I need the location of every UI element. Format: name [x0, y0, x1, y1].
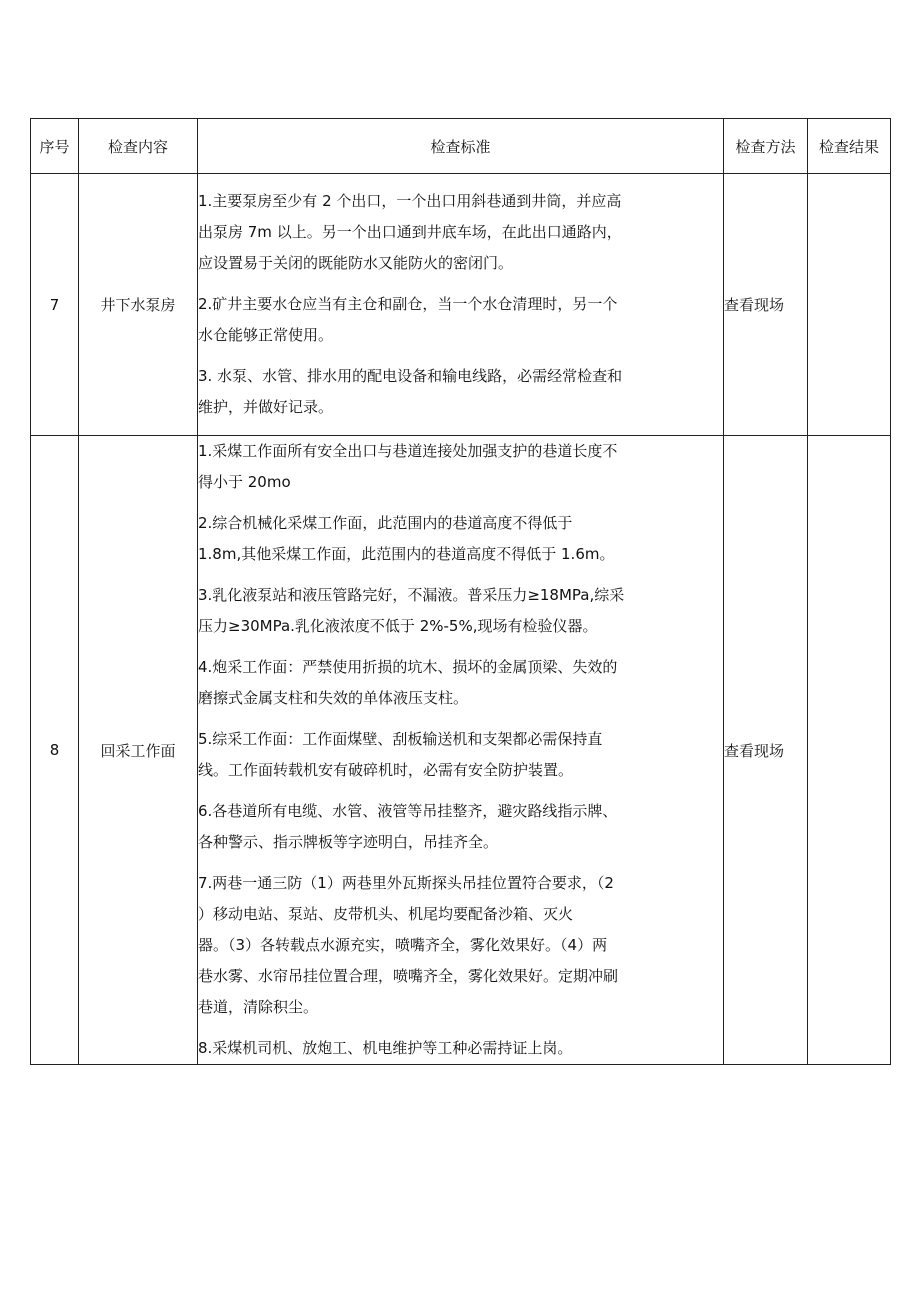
standard-line: 8.采煤机司机、放炮工、机电维护等工种必需持证上岗。 — [198, 1039, 573, 1057]
standard-item — [198, 724, 723, 786]
header-method: 检查方法 — [724, 119, 808, 174]
standard-line: 1.主要泵房至少有 2 个出口，一个出口用斜巷通到井筒，并应高 — [198, 192, 622, 210]
row-number: 8 — [31, 436, 79, 1065]
table-row — [31, 174, 891, 436]
table-row — [31, 436, 891, 1065]
standard-line: 得小于 20mo — [198, 473, 291, 491]
standard-item — [198, 436, 723, 498]
inspection-result — [808, 174, 891, 436]
header-item: 检查内容 — [79, 119, 198, 174]
standard-line: 维护，并做好记录。 — [198, 398, 334, 416]
inspection-result — [808, 436, 891, 1065]
standard-line: 水仓能够正常使用。 — [198, 326, 334, 344]
standard-line: 巷水雾、水帘吊挂位置合理，喷嘴齐全，雾化效果好。定期冲刷 — [198, 967, 619, 985]
standard-item — [198, 796, 723, 858]
standard-line: 3.乳化液泵站和液压管路完好，不漏液。普采压力≥18MPa,综采 — [198, 586, 625, 604]
standard-line: 巷道，清除积尘。 — [198, 998, 319, 1016]
header-row — [31, 119, 891, 174]
standard-item — [198, 361, 723, 423]
inspection-item: 井下水泵房 — [79, 174, 198, 436]
standard-line: 2.综合机械化采煤工作面，此范围内的巷道高度不得低于 — [198, 514, 573, 532]
standard-cell — [198, 174, 724, 436]
standard-item — [198, 580, 723, 642]
standard-line: 应设置易于关闭的既能防水又能防火的密闭门。 — [198, 254, 514, 272]
standard-line: 3. 水泵、水管、排水用的配电设备和输电线路，必需经常检查和 — [198, 367, 623, 385]
header-result: 检查结果 — [808, 119, 891, 174]
standard-line: 器。（3）各转载点水源充实，喷嘴齐全，雾化效果好。（4）两 — [198, 936, 608, 954]
standard-cell — [198, 436, 724, 1065]
standard-line: 磨擦式金属支柱和失效的单体液压支柱。 — [198, 689, 469, 707]
inspection-item: 回采工作面 — [79, 436, 198, 1065]
standard-line: 压力≥30MPa.乳化液浓度不低于 2%-5%,现场有检验仪器。 — [198, 617, 598, 635]
standard-line: 出泵房 7m 以上。另一个出口通到井底车场，在此出口通路内， — [198, 223, 622, 241]
inspection-method: 查看现场 — [724, 436, 808, 1065]
standard-item — [198, 508, 723, 570]
standard-line: 4.炮采工作面：严禁使用折损的坑木、损坏的金属顶梁、失效的 — [198, 658, 618, 676]
standard-item — [198, 1033, 723, 1064]
standard-line: 6.各巷道所有电缆、水管、液管等吊挂整齐，避灾路线指示牌、 — [198, 802, 618, 820]
inspection-method: 查看现场 — [724, 174, 808, 436]
standard-line: 7.两巷一通三防（1）两巷里外瓦斯探头吊挂位置符合要求，（2 — [198, 874, 614, 892]
header-standard: 检查标准 — [198, 119, 724, 174]
standard-line: 1.8m,其他采煤工作面，此范围内的巷道高度不得低于 1.6m。 — [198, 545, 615, 563]
standard-line: 2.矿井主要水仓应当有主仓和副仓，当一个水仓清理时，另一个 — [198, 295, 618, 313]
header-no: 序号 — [31, 119, 79, 174]
standard-item — [198, 652, 723, 714]
row-number: 7 — [31, 174, 79, 436]
standard-line: 1.采煤工作面所有安全出口与巷道连接处加强支护的巷道长度不 — [198, 442, 618, 460]
standard-line: 5.综采工作面：工作面煤壁、刮板输送机和支架都必需保持直 — [198, 730, 603, 748]
standard-item — [198, 289, 723, 351]
inspection-table — [30, 118, 891, 1065]
standard-line: ）移动电站、泵站、皮带机头、机尾均要配备沙箱、灭火 — [198, 905, 574, 923]
standard-line: 线。工作面转载机安有破碎机时，必需有安全防护装置。 — [198, 761, 574, 779]
standard-line: 各种警示、指示牌板等字迹明白，吊挂齐全。 — [198, 833, 499, 851]
standard-item — [198, 868, 723, 1023]
standard-item — [198, 186, 723, 279]
